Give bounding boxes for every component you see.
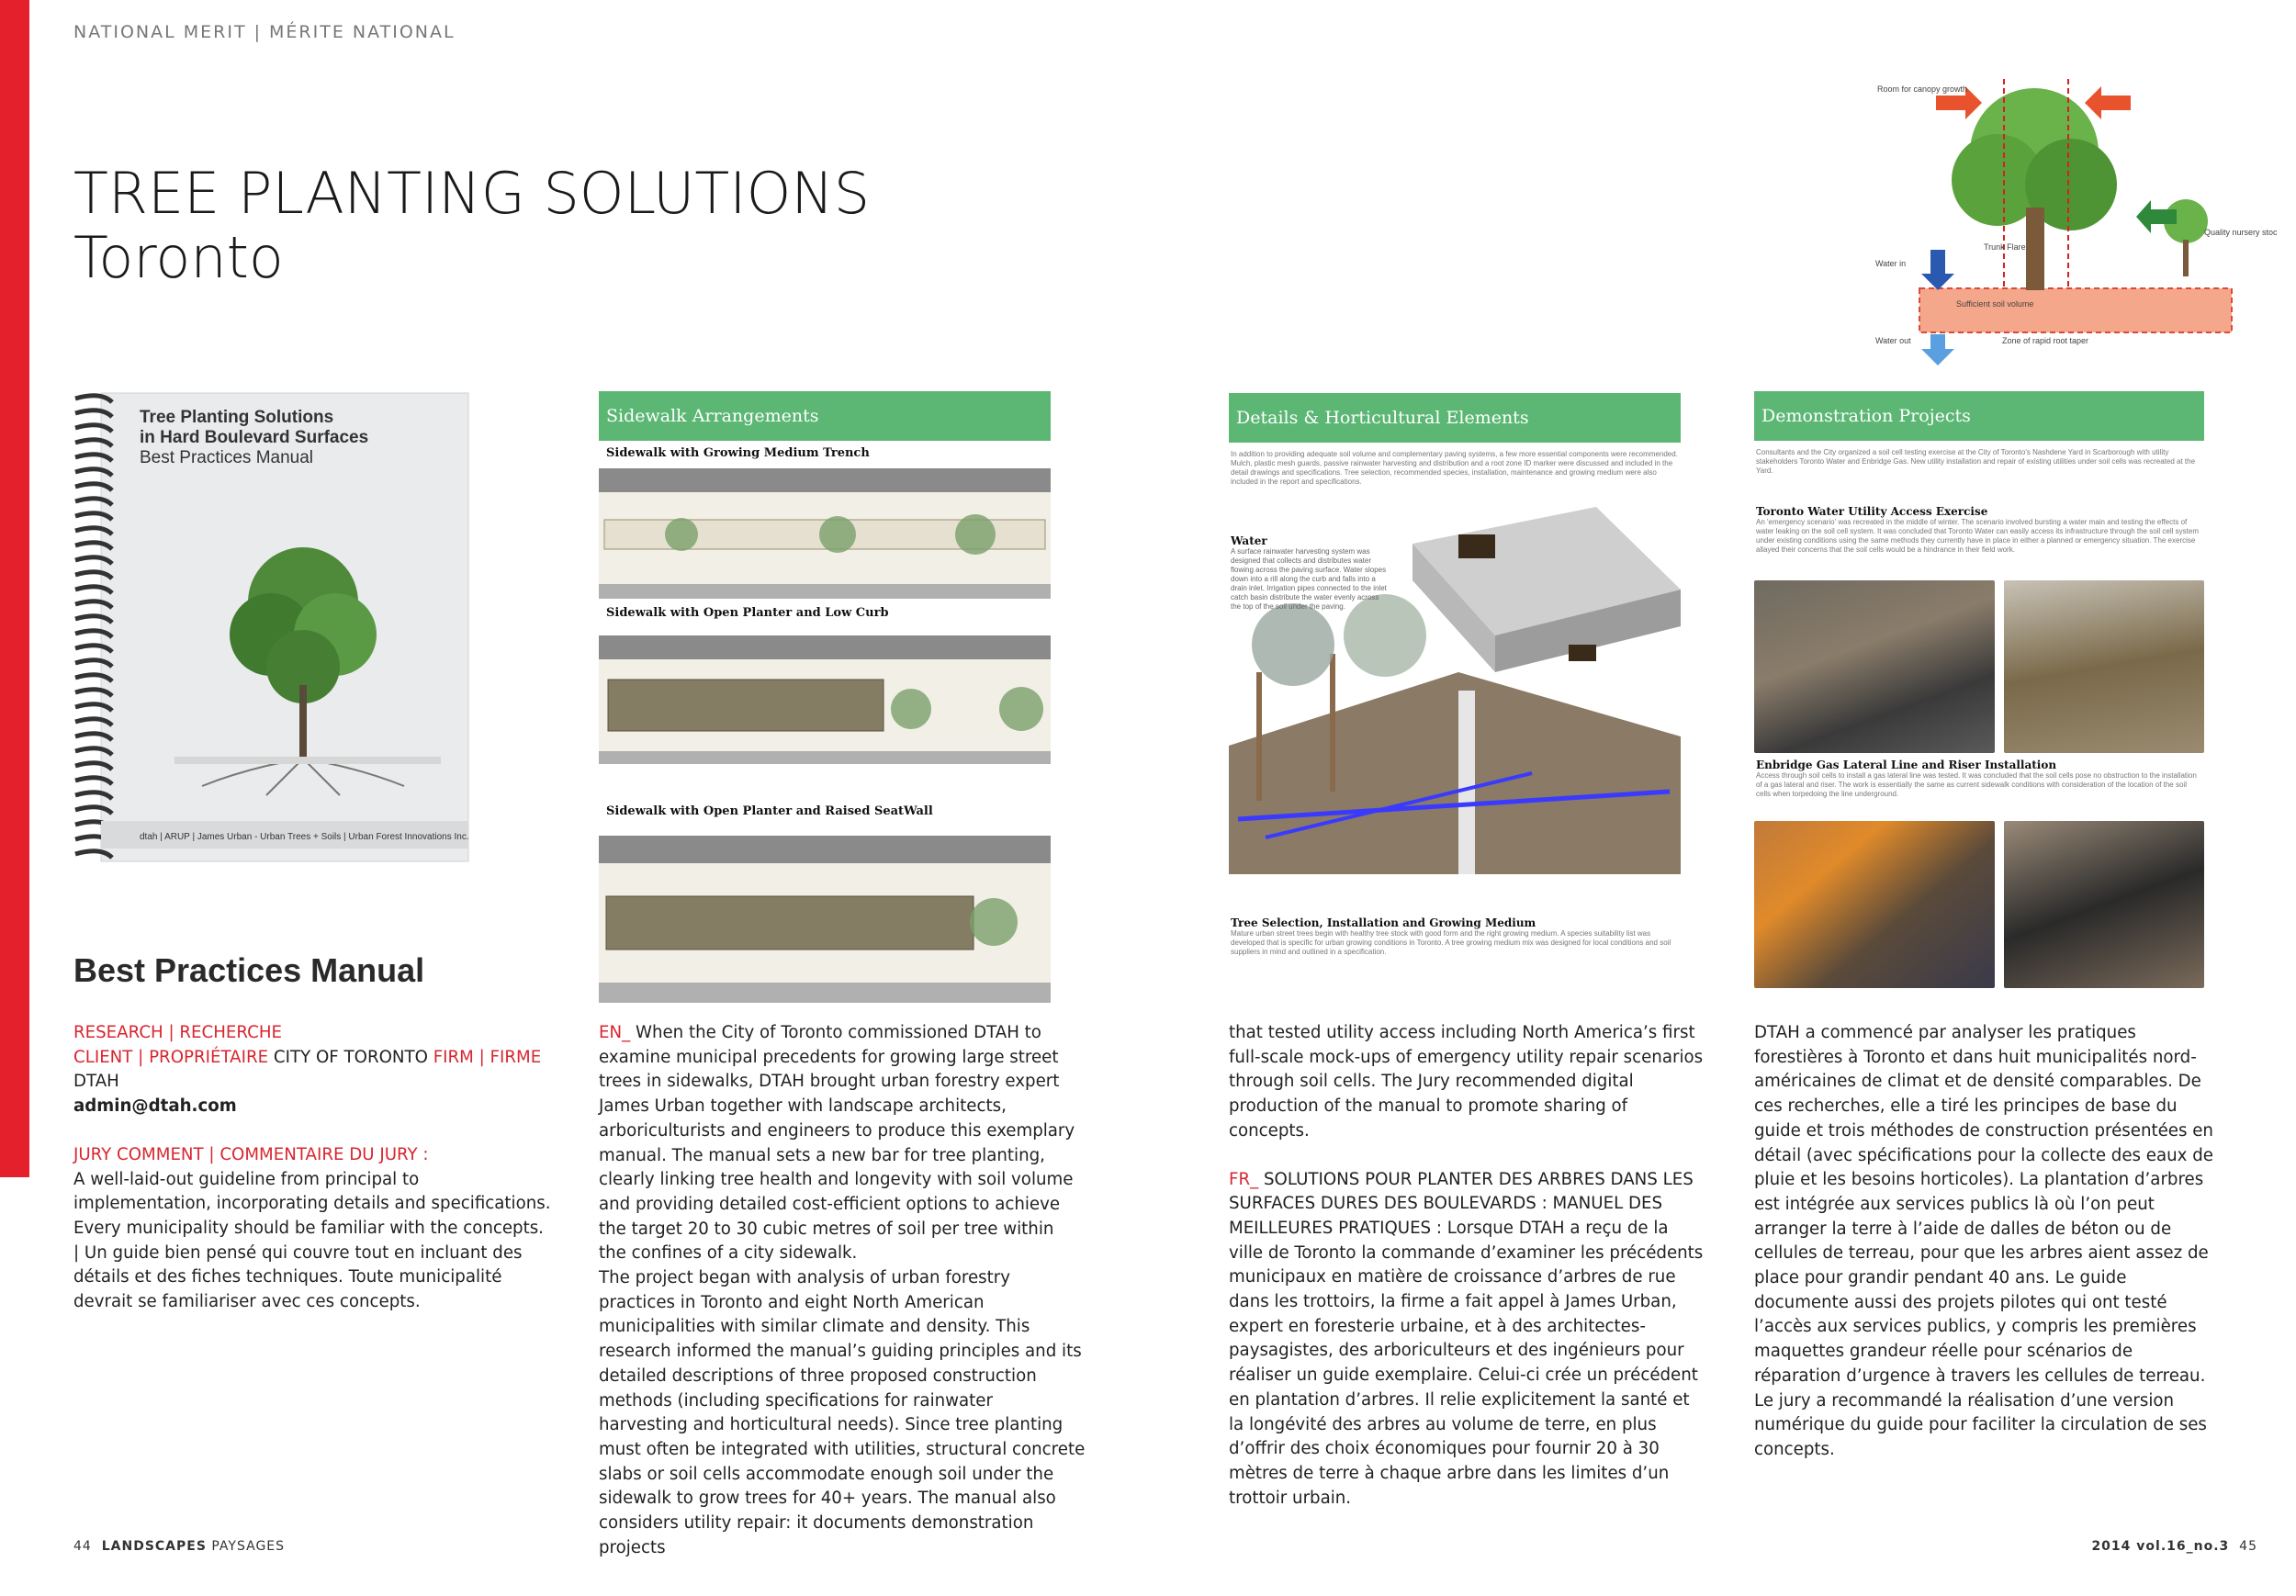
sidewalk-item-2-title: Sidewalk with Open Planter and Low Curb: [606, 606, 889, 620]
title-line-1: TREE PLANTING SOLUTIONS: [73, 160, 871, 227]
sidewalk-plan-3-graphic: [599, 836, 1051, 1003]
manual-cover: [73, 391, 478, 865]
fr-p1: Lorsque DTAH a reçu de la ville de Toronto la commande d’examiner les précédents municipaux en matière de croissance d’arbres de rue dans les trottoirs, la firme a fait appel à James Urban, expert en foresterie urbaine, et à des architectes-paysagistes, des arboriculteurs et des ingénieurs pour réaliser un guide exemplaire. Celui-ci crée un précédent en plantation d’arbres. Il relie explicitement la santé et la longévité des arbres au volume de terre, en plus d’offrir des choix économiques pour fournir 20 à 30 mètres de terre à chaque arbre dans les limites d’un trottoir urbain.: [1229, 1218, 1704, 1508]
english-paragraph-2: The project began with analysis of urban forestry practices in Toronto and eight North American municipalities with similar climate and density. This research informed the manual’s guiding principles and its detailed descriptions of three proposed construction methods (including specifications for rainwater harvesting and horticultural needs). Since tree planting must often be integrated with utilities, structural concrete slabs or soil cells accommodate enough soil under the sidewalk to grow trees for 40+ years. The manual also considers utility repair: it documents demonstration projects: [599, 1268, 1086, 1557]
left-page-number: 44: [73, 1539, 92, 1554]
sidewalk-plan-1-graphic: [599, 468, 1051, 599]
client-value: CITY OF TORONTO: [268, 1047, 433, 1067]
sidewalk-plan-2-graphic: [599, 635, 1051, 764]
cover-title-3: Best Practices Manual: [140, 448, 314, 467]
firm-value: DTAH: [73, 1072, 119, 1092]
sidewalk-item-1-title: Sidewalk with Growing Medium Trench: [606, 446, 870, 460]
gas-installation-photo-2: [2004, 821, 2204, 988]
water-exercise-photo-2: [2004, 580, 2204, 753]
quality-label: Quality nursery stock: [2204, 228, 2278, 237]
demo-intro: Consultants and the City organized a soil cell testing exercise at the City of Toronto's Nashdene Yard in Scarborough with utility stakeholders Toronto Water and Enbridge Gas. New utility installation and repair of existing utilities under soil cells was recreated at the Yard.: [1756, 448, 2196, 475]
details-panel-heading: Details & Horticultural Elements: [1229, 393, 1681, 443]
demo-water-text: An 'emergency scenario' was recreated in the middle of winter. The scenario involved bursting a water main and testing the effects of water leaking on the soil cell system. It was concluded that Toronto Water can easily access its infrastructure through the soil cell system under existing conditions using the same methods they currently have in place in either a planned or emergency situation. The exercise allayed their concerns that the soil cells would be a hindrance in their field work.: [1756, 518, 2199, 554]
manual-cover-graphic: [73, 391, 478, 865]
tree-diagram-graphic: [1874, 70, 2278, 373]
cover-title-1: Tree Planting Solutions: [140, 408, 334, 427]
trunk-shape: [2026, 208, 2044, 290]
credits-research: RESEARCH | RECHERCHE: [73, 1023, 282, 1042]
sidewalk-item-3-title: Sidewalk with Open Planter and Raised SeatWall: [606, 804, 933, 818]
credits-client-firm: [73, 1046, 551, 1095]
details-panel: [1229, 393, 1681, 962]
details-water-title: Water: [1231, 534, 1267, 547]
jury-comment-en: A well-laid-out guideline from principal to implementation, incorporating details and specifications. Every municipality should be familiar with the concepts. |: [73, 1169, 551, 1263]
fr-prefix: FR_: [1229, 1169, 1259, 1189]
soil-zone: [1919, 288, 2232, 332]
demo-gas-text: Access through soil cells to install a gas lateral line was tested. It was concluded that the soil cells pose no obstruction to the installation of a gas lateral and riser. The work is essentially the same as current sidewalk conditions with consideration of the location of the soil cells when torpedoing the line underground.: [1756, 771, 2197, 798]
section-kicker: NATIONAL MERIT | MÉRITE NATIONAL: [73, 22, 456, 42]
french-paragraph-1: [1229, 1168, 1706, 1512]
cover-title-2: in Hard Boulevard Surfaces: [140, 428, 369, 447]
credits-column: [73, 1021, 551, 1315]
magazine-name-fr: PAYSAGES: [206, 1539, 286, 1554]
demo-water-title: Toronto Water Utility Access Exercise: [1756, 505, 1988, 518]
jury-comment-fr: Un guide bien pensé qui couvre tout en incluant des détails et des fiches techniques. Toute municipalité devrait se familiariser avec ces concepts.: [73, 1242, 523, 1312]
details-intro: In addition to providing adequate soil volume and complementary paving systems, a few more essential components were recommended. Mulch, plastic mesh guards, passive rainwater harvesting and distribution and a root zone ID marker were discussed and included in the detail drawings and specifications. Tree selection, recommended species, installation, maintenance and growing medium were also included in the report and specifications.: [1231, 450, 1678, 486]
article-title: [73, 162, 870, 290]
red-edge-bar: [0, 0, 29, 1177]
demo-panel-heading: Demonstration Projects: [1754, 391, 2204, 441]
tree-diagram: [1874, 70, 2278, 373]
left-folio: [73, 1539, 285, 1554]
canopy-label: Room for canopy growth: [1877, 84, 1968, 94]
jury-label: JURY COMMENT | COMMENTAIRE DU JURY :: [73, 1144, 429, 1164]
soil-label: Sufficient soil volume: [1956, 299, 2034, 309]
details-tree-title: Tree Selection, Installation and Growing Medium: [1231, 916, 1536, 929]
english-french-column: [1229, 1021, 1706, 1511]
water-out-label: Water out: [1875, 336, 1911, 345]
magazine-name: LANDSCAPES: [101, 1539, 207, 1554]
french-paragraph-2: DTAH a commencé par analyser les pratiques forestières à Toronto et dans huit municipalités nord-américaines de climat et de densité comparables. De ces recherches, elle a tiré les principes de base du guide et trois méthodes de construction présentées en détail (avec spécifications pour la collecte des eaux de pluie et les besoins horticoles). La plantation d’arbres est intégrée aux services publics là où l’on peut arranger la terre à l’aide de dalles de béton ou de cellules de terreau, pour que les arbres aient assez de place pour grandir pendant 40 ans. Le guide documente aussi des projets pilotes qui ont testé l’accès aux services publics, y compris les premières maquettes grandeur réelle pour scénarios de réparation d’urgence à travers les cellules de terreau. Le jury a recommandé la réalisation d’une version numérique du guide pour faciliter la circulation de ses concepts.: [1754, 1023, 2213, 1459]
demo-gas-title: Enbridge Gas Lateral Line and Riser Installation: [1756, 759, 2057, 771]
jury-comment: [73, 1168, 551, 1315]
fr-heading: SOLUTIONS POUR PLANTER DES ARBRES DANS LES SURFACES DURES DES BOULEVARDS : MANUEL DES MEILLEURES PRATIQUES :: [1229, 1169, 1694, 1238]
right-folio: [2091, 1539, 2257, 1554]
title-line-2: Toronto: [73, 224, 284, 291]
english-paragraph-3: that tested utility access including North America’s first full-scale mock-ups of emergency utility repair scenarios through soil cells. The Jury recommended digital production of the manual to promote sharing of concepts.: [1229, 1023, 1704, 1141]
english-body-column: [599, 1021, 1086, 1560]
gas-installation-photo-1: [1754, 821, 1995, 988]
right-page-number: 45: [2239, 1539, 2257, 1554]
sidewalk-panel-heading: Sidewalk Arrangements: [599, 391, 1051, 441]
manual-caption: Best Practices Manual: [73, 951, 425, 989]
trunk-label: Trunk Flare: [1984, 242, 2026, 252]
details-water-text: A surface rainwater harvesting system was designed that collects and distributes water flowing across the paving surface. Water slopes down into a rill along the curb and falls into a drain inlet. Irrigation pipes connected to the inlet catch basin distribute the water evenly across the top of the soil under the paving.: [1231, 547, 1387, 611]
taper-label: Zone of rapid root taper: [2002, 336, 2089, 345]
sidewalk-plan-1: [599, 468, 1051, 599]
details-tree-text: Mature urban street trees begin with healthy tree stock with good form and the right growing medium. A species suitability list was developed that is specific for urban growing conditions in Toronto. A tree growing medium mix was designed for local conditions and soil suppliers in mind and outlined in a specification.: [1231, 929, 1671, 956]
french-body-column: [1754, 1021, 2213, 1463]
demo-panel: [1754, 391, 2204, 988]
cover-footer: dtah | ARUP | James Urban - Urban Trees + Soils | Urban Forest Innovations Inc.: [140, 832, 469, 842]
client-label: CLIENT | PROPRIÉTAIRE: [73, 1047, 269, 1067]
sidewalk-panel: [599, 391, 1051, 1003]
firm-label: FIRM | FIRME: [433, 1047, 542, 1067]
english-paragraph-1: [599, 1021, 1086, 1266]
en-p1: When the City of Toronto commissioned DTAH to examine municipal precedents for growing large street trees in sidewalks, DTAH brought urban forestry expert James Urban together with landscape architects, arboriculturists and engineers to produce this exemplary manual. The manual sets a new bar for tree planting, clearly linking tree health and longevity with soil volume and providing detailed cost-efficient options to achieve the target 20 to 30 cubic metres of soil per tree within the confines of a city sidewalk.: [599, 1023, 1075, 1264]
sidewalk-plan-2: [599, 635, 1051, 764]
water-in-label: Water in: [1875, 259, 1907, 268]
credits-email[interactable]: admin@dtah.com: [73, 1096, 237, 1117]
sidewalk-plan-3: [599, 836, 1051, 1003]
water-exercise-photo-1: [1754, 580, 1995, 753]
issue-info: 2014 vol.16_no.3: [2091, 1539, 2230, 1554]
en-prefix: EN_: [599, 1023, 631, 1042]
